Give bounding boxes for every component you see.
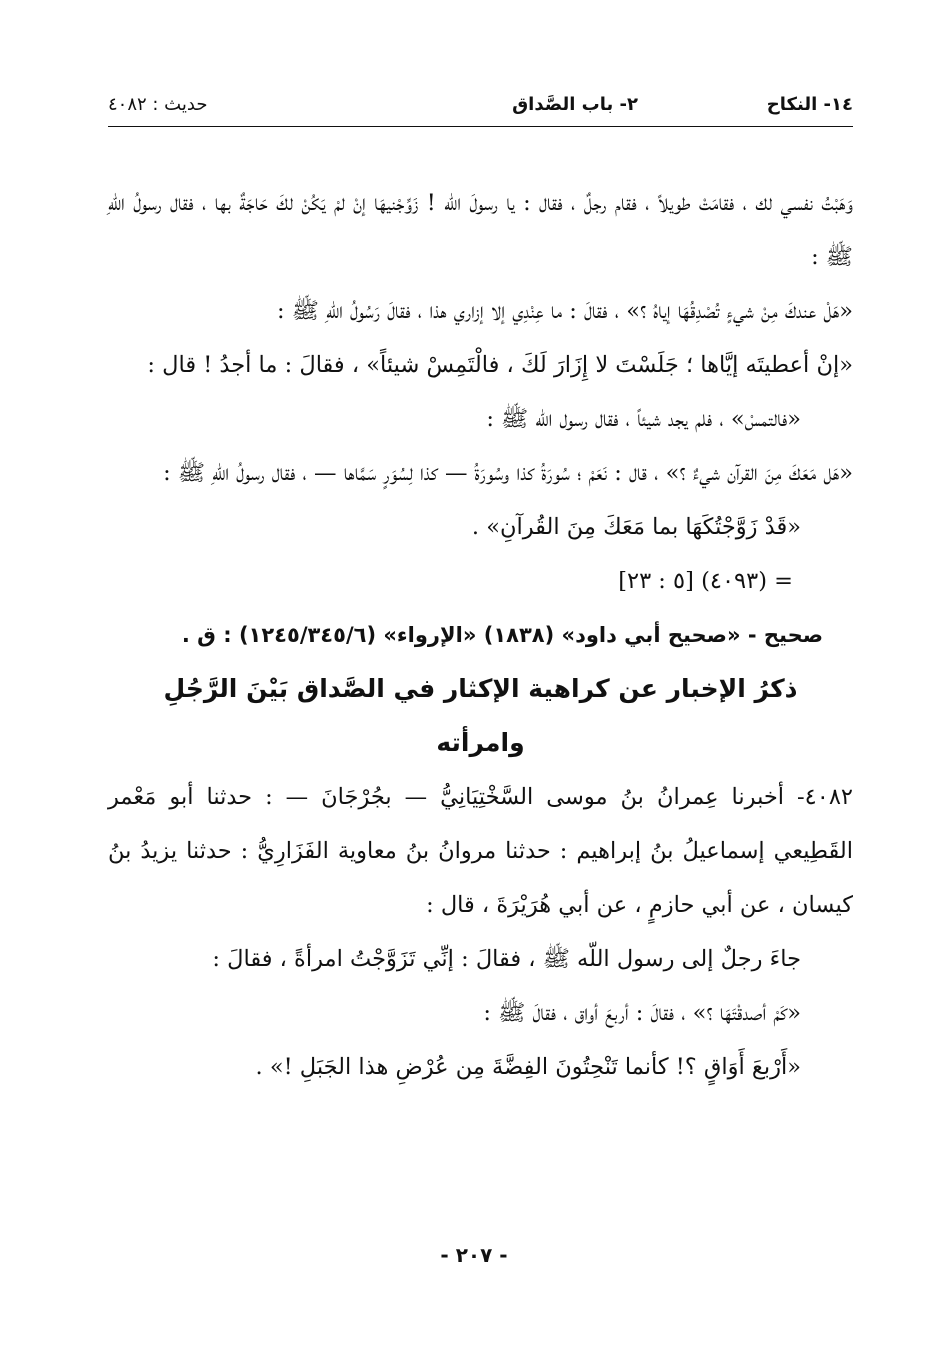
page-number: - ٢٠٧ - [440, 1243, 508, 1267]
book-chapter-title: ١٤- النكاح [766, 94, 853, 115]
text-paragraph: «فالتمسْ» ، فلم يجد شيئاً ، فقال رسول اللّه ﷺ : [486, 406, 801, 432]
running-header [108, 88, 853, 127]
hadith-reference: حديث : ٤٠٨٢ [108, 94, 208, 115]
text-paragraph: «هَلْ عندكَ مِنْ شيءٍ تُصْدِقُهَا إياهُ ؟» ، فقالَ : ما عِنْدِي إلا إزاري هذا ، فقالَ رَسُولُ اللّهِ ﷺ : [277, 298, 853, 324]
hadith-grading: صحيح - «صحيح أبي داود» (١٨٣٨) «الإرواء» (١٢٤٥/٣٤٥/٦) : ق . [181, 623, 823, 647]
hadith-isnad: ٤٠٨٢- أخبرنا عِمرانُ بنُ موسى السَّخْتِيَانِيُّ — بجُرْجَانَ — : حدثنا أبو مَعْمر القَطِيعي إسماعيلُ بنُ إبراهيم : حدثنا مروانُ بنُ معاوية الفَزَارِيُّ : حدثنا يزيدُ بنُ كيسان ، عن أبي حازمٍ ، عن أبي هُرَيْرَةَ ، قال : [108, 784, 853, 918]
text-paragraph: «كَمْ أصدقْتَهَا ؟» ، فقالَ : أربعَ أواق ، فقالَ ﷺ : [483, 1000, 801, 1026]
text-paragraph: جاءَ رجلٌ إلى رسول اللّه ﷺ ، فقالَ : إنِّي تَزَوَّجْتُ امرأةً ، فقالَ : [212, 946, 801, 972]
text-paragraph: «أَرْبعَ أَوَاقٍ ؟! كأنما تَنْحِتُونَ الفِضَّةَ مِن عُرْضِ هذا الجَبَلِ !» . [255, 1054, 801, 1080]
text-paragraph: «هَل مَعَكَ مِنَ القرآن شيءٌ ؟» ، قال : نَعَمْ ؛ سُورَةُ كذا وسُورَةُ — كذا لِسُوَرٍ سَمَّاها — ، فقال رسولُ اللّهِ ﷺ : [163, 460, 853, 486]
text-paragraph: وَهَبْتُ نفسي لك ، فقامَتْ طويلاً ، فقام رجلٌ ، فقال : يا رسولَ اللّه ! زَوِّجْنيهَا إنْ لمْ يَكُنْ لكَ حَاجَةٌ بها ، فقال رسولُ اللّهِ ﷺ : [108, 190, 853, 270]
section-title: ٢- باب الصَّداق [512, 94, 638, 115]
chapter-heading-continued: وامرأته [436, 728, 525, 757]
chapter-heading: ذكرُ الإخبار عن كراهية الإكثار في الصَّداق بَيْنَ الرَّجُلِ [163, 674, 798, 703]
cross-reference: = (٤٠٩٣) [٥ : ٢٣] [618, 568, 793, 594]
main-text [108, 176, 853, 1094]
text-paragraph: «إنْ أعطيتَه إيَّاها ؛ جَلَسْتَ لا إِزَارَ لَكَ ، فالْتَمِسْ شيئاً» ، فقالَ : ما أجدُ ! قال : [147, 352, 853, 378]
text-paragraph: «قَدْ زَوَّجْتُكَهَا بما مَعَكَ مِنَ القُرآنِ» . [471, 514, 801, 540]
